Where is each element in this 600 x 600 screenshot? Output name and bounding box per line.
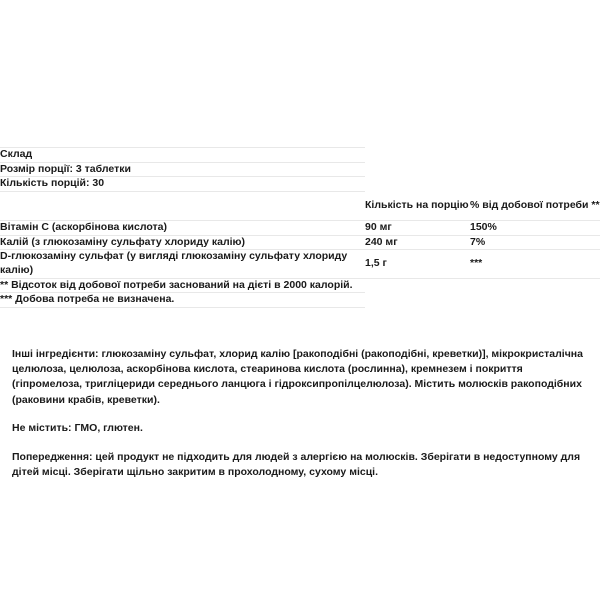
supplement-facts-table <box>0 147 600 308</box>
footnote-daily-value-basis: ** Відсоток від добової потреби заснований на дієті в 2000 калорій. <box>0 278 365 293</box>
empty-cell <box>470 278 600 293</box>
nutrient-name: D-глюкозаміну сульфат (у вигляді глюкозаміну сульфату хлориду калію) <box>0 250 365 278</box>
empty-cell <box>470 177 600 192</box>
serving-size-label: Розмір порції: 3 таблетки <box>0 162 365 177</box>
other-ingredients-text: Інші інгредієнти: глюкозаміну сульфат, хлорид калію [ракоподібні (ракоподібні, креветки)], мікрокристалічна целюлоза, целюлоза, аскорбінова кислота, стеаринова кислота (рослинна), кремнезем і покриття (гіпромелоза, тригліцериди середнього ланцюга і гідроксипропілцелюлоза). Містить молюсків ракоподібних (раковини крабів, креветки). <box>12 348 583 406</box>
table-row-servings-per-container <box>0 177 600 192</box>
empty-cell <box>365 177 470 192</box>
empty-cell <box>470 293 600 308</box>
empty-cell <box>365 278 470 293</box>
column-header-amount-per-serving: Кількість на порцію <box>365 191 470 220</box>
nutrient-daily-value: 150% <box>470 221 600 236</box>
nutrient-name: Калій (з глюкозаміну сульфату хлориду калію) <box>0 235 365 250</box>
composition-label: Склад <box>0 148 365 163</box>
nutrient-amount: 90 мг <box>365 221 470 236</box>
column-header-name <box>0 191 365 220</box>
nutrient-daily-value: 7% <box>470 235 600 250</box>
nutrient-amount: 1,5 г <box>365 250 470 278</box>
nutrient-name: Вітамін C (аскорбінова кислота) <box>0 221 365 236</box>
footnote-no-daily-value: *** Добова потреба не визначена. <box>0 293 365 308</box>
warning-text: Попередження: цей продукт не підходить для людей з алергією на молюсків. Зберігати в недоступному для дітей місці. Зберігати щільно закритим в прохолодному, сухому місці. <box>12 451 581 479</box>
free-from-text: Не містить: ГМО, глютен. <box>12 421 143 434</box>
table-row <box>0 235 600 250</box>
table-row-serving-size <box>0 162 600 177</box>
table-row <box>0 250 600 278</box>
table-row-footnote <box>0 278 600 293</box>
servings-per-container-label: Кількість порцій: 30 <box>0 177 365 192</box>
table-header-row <box>0 191 600 220</box>
table-row <box>0 221 600 236</box>
empty-cell <box>470 148 600 163</box>
empty-cell <box>365 293 470 308</box>
table-row-footnote <box>0 293 600 308</box>
empty-cell <box>365 148 470 163</box>
nutrient-daily-value: *** <box>470 250 600 278</box>
nutrient-amount: 240 мг <box>365 235 470 250</box>
empty-cell <box>470 162 600 177</box>
additional-information <box>12 347 590 481</box>
table-row-composition <box>0 148 600 163</box>
empty-cell <box>365 162 470 177</box>
column-header-percent-daily-value: % від добової потреби ** <box>470 191 600 220</box>
